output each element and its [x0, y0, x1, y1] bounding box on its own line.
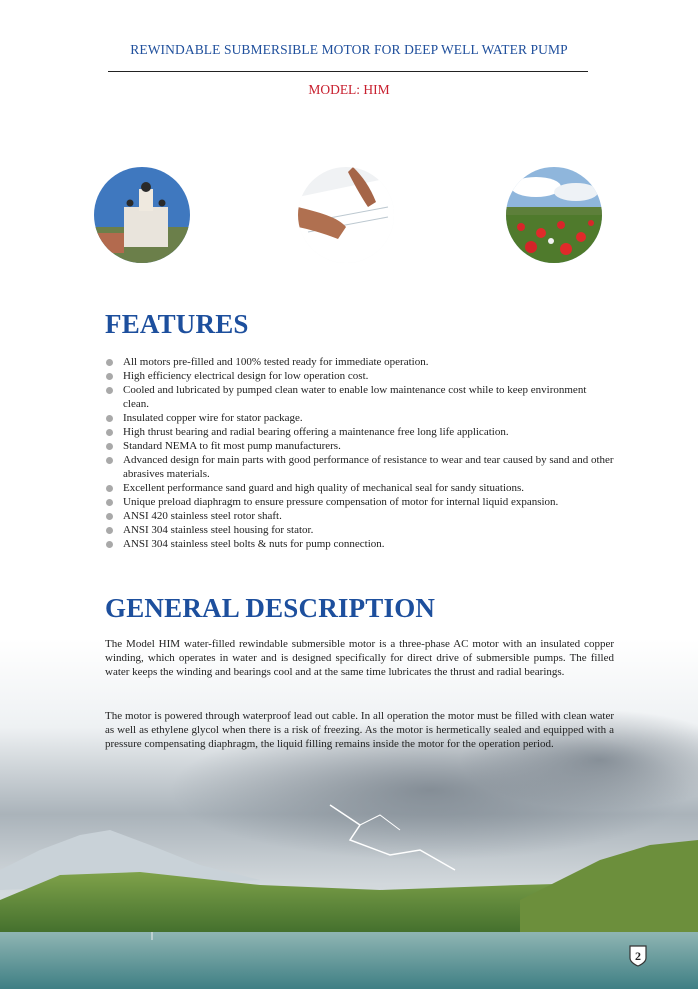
list-item: Unique preload diaphragm to ensure pressure compensation of motor for internal liquid expansion. — [105, 495, 615, 509]
flower-field-photo — [506, 167, 602, 263]
cathedral-photo — [94, 167, 190, 263]
bullet-icon — [106, 499, 113, 506]
page-number: 2 — [635, 949, 641, 963]
list-item: All motors pre-filled and 100% tested ready for immediate operation. — [105, 355, 615, 369]
general-description-heading: GENERAL DESCRIPTION — [105, 593, 436, 623]
features-list — [105, 355, 615, 551]
list-item: Insulated copper wire for stator package. — [105, 411, 615, 425]
list-item: ANSI 304 stainless steel housing for stator. — [105, 523, 615, 537]
list-item: ANSI 304 stainless steel bolts & nuts for pump connection. — [105, 537, 615, 551]
list-item: Standard NEMA to fit most pump manufacturers. — [105, 439, 615, 453]
list-item: ANSI 420 stainless steel rotor shaft. — [105, 509, 615, 523]
model-label: MODEL: HIM — [308, 82, 390, 97]
general-description-paragraph-2: The motor is powered through waterproof lead out cable. In all operation the motor must be filled with clean water as well as ethylene glycol when there is a risk of freezing. As the motor is hermetically sealed and equipped with a pressure compensating diaphragm, the liquid filling remains inside the motor for the operation period. — [105, 710, 614, 751]
hands-drawing-photo — [298, 167, 394, 263]
general-description-paragraph-1: The Model HIM water-filled rewindable submersible motor is a three-phase AC motor with an insulated copper winding, which operates in water and is designed specifically for direct drive of submersible pumps. The filled water keeps the winding and bearings cool and at the same time lubricates the thrust and radial bearings. — [105, 638, 614, 679]
bullet-icon — [106, 359, 113, 366]
bullet-icon — [106, 527, 113, 534]
list-item: Cooled and lubricated by pumped clean water to enable low maintenance cost while to keep environment clean. — [105, 383, 615, 411]
features-heading: FEATURES — [105, 309, 249, 339]
bullet-icon — [106, 457, 113, 464]
bullet-icon — [106, 429, 113, 436]
bullet-icon — [106, 485, 113, 492]
list-item: Excellent performance sand guard and high quality of mechanical seal for sandy situations. — [105, 481, 615, 495]
header-divider — [108, 71, 588, 72]
bullet-icon — [106, 415, 113, 422]
bullet-icon — [106, 541, 113, 548]
bullet-icon — [106, 373, 113, 380]
bullet-icon — [106, 443, 113, 450]
page-number-badge — [629, 945, 647, 967]
list-item: Advanced design for main parts with good performance of resistance to wear and tear caused by sand and other abrasives materials. — [105, 453, 615, 481]
header-title: REWINDABLE SUBMERSIBLE MOTOR FOR DEEP WELL WATER PUMP — [130, 42, 568, 57]
landscape-background-image — [0, 640, 698, 989]
list-item: High thrust bearing and radial bearing offering a maintenance free long life application. — [105, 425, 615, 439]
bullet-icon — [106, 513, 113, 520]
list-item: High efficiency electrical design for low operation cost. — [105, 369, 615, 383]
bullet-icon — [106, 387, 113, 394]
